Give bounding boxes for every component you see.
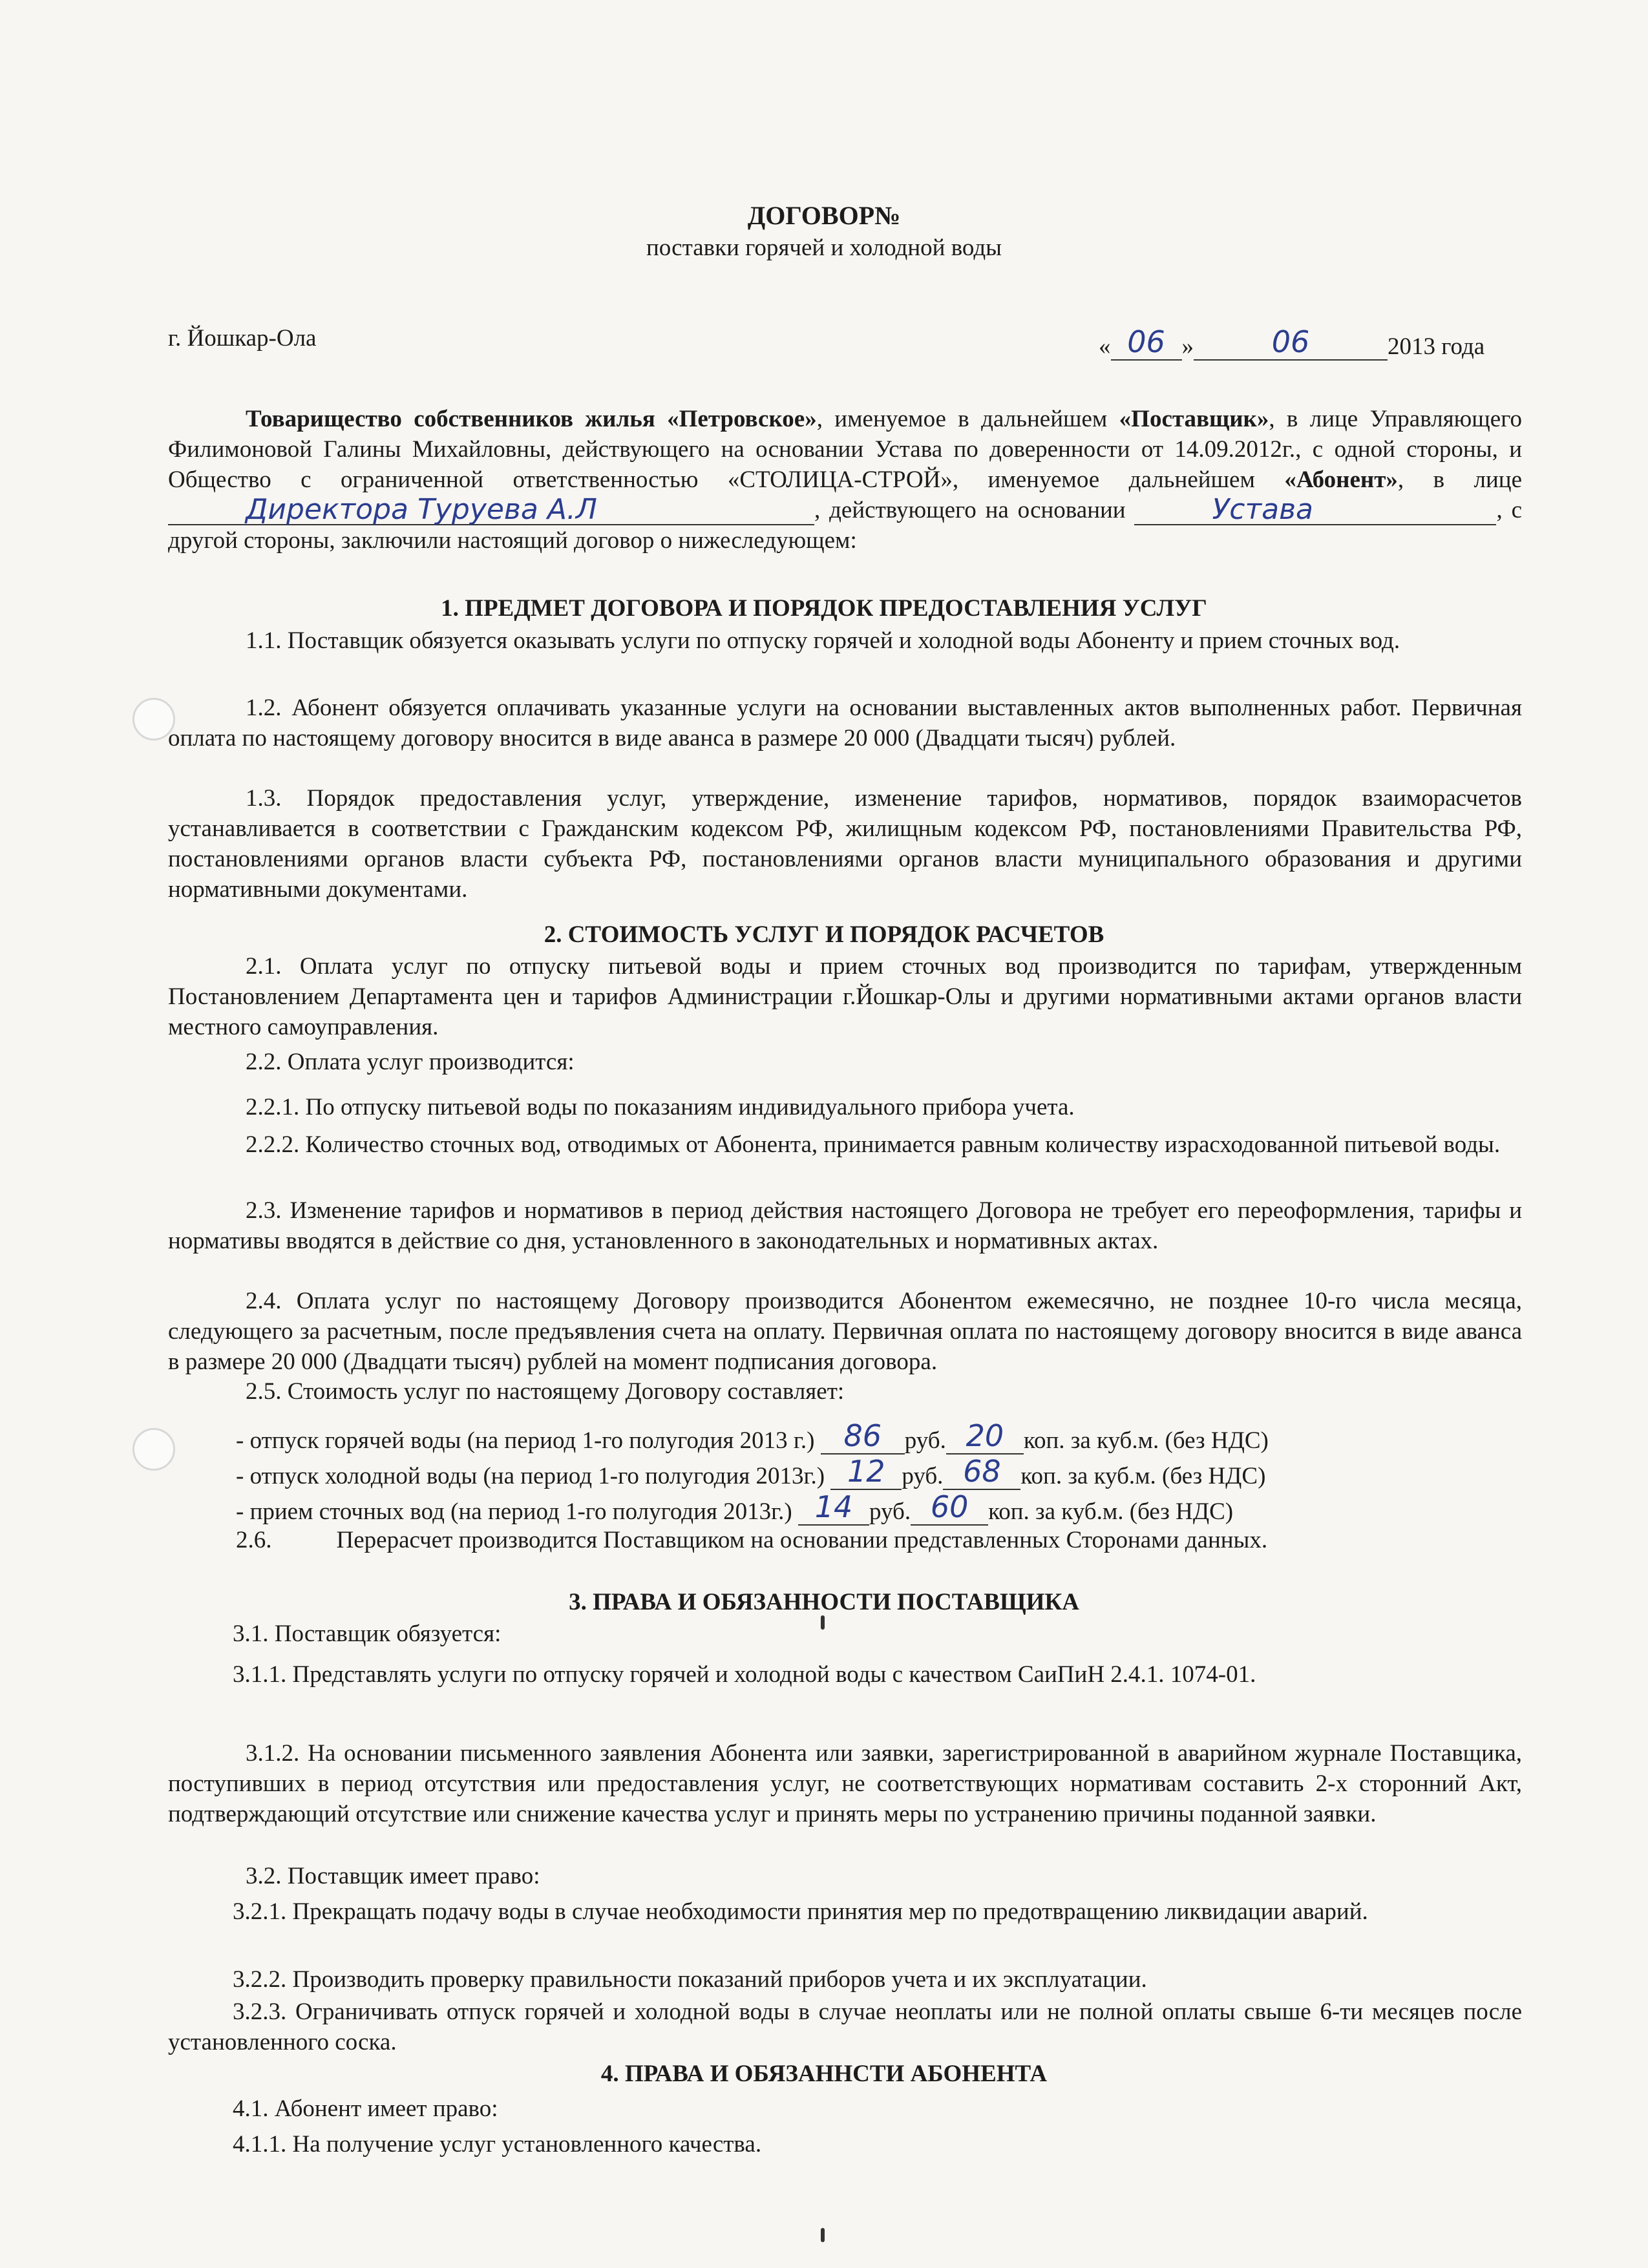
tariff-rub-value: 12	[830, 1454, 902, 1490]
preamble	[168, 404, 1522, 556]
clause-1-2: 1.2. Абонент обязуется оплачивать указанные услуги на основании выставленных актов выполненных работ. Первичная оплата по настоящему договору вносится в виде аванса в размере 20 000 (Двадцати тысяч) рублей.	[168, 695, 1522, 751]
section-4-heading: 4. ПРАВА И ОБЯЗАННСТИ АБОНЕНТА	[600, 2061, 1048, 2087]
subscriber-term: «Абонент»	[1284, 467, 1398, 493]
clause-2-1: 2.1. Оплата услуг по отпуску питьевой воды и прием сточных вод производится по тарифам, утвержденным Постановлением Департамента цен и тарифов Администрации г.Йошкар-Олы и другими нормативными актами органов власти местного самоуправления.	[168, 953, 1522, 1040]
clause-2-2-2: 2.2.2. Количество сточных вод, отводимых от Абонента, принимается равным количеству израсходованной питьевой воды.	[246, 1131, 1501, 1158]
preamble-text: , с другой стороны, заключили настоящий договор о нижеследующем:	[168, 497, 1522, 554]
clause-3-2-3: 3.2.3. Ограничивать отпуск горячей и холодной воды в случае неоплаты или не полной оплаты свыше 6-ти месяцев после установленного соска.	[168, 1999, 1522, 2055]
preamble-text: , именуемое в дальнейшем	[816, 406, 1119, 432]
clause-3-1-2: 3.1.2. На основании письменного заявления Абонента или заявки, зарегистрированной в аварийном журнале Поставщика, поступивших в период отсутствия или предоставления услуг, не соответствующих нормативам составить 2-х сторонний Акт, подтверждающий отсутствие или снижение качества услуг и принять меры по устранению причины поданной заявки.	[168, 1740, 1522, 1827]
clause-3-2-1: 3.2.1. Прекращать подачу воды в случае необходимости принятия мер по предотвращению ликвидации аварий.	[233, 1898, 1368, 1925]
clause-2-2-1: 2.2.1. По отпуску питьевой воды по показаниям индивидуального прибора учета.	[246, 1094, 1075, 1120]
supplier-name: Товарищество собственников жилья «Петровское»	[246, 406, 817, 432]
clause-2-2: 2.2. Оплата услуг производится:	[246, 1049, 575, 1075]
clause-3-1: 3.1. Поставщик обязуется:	[233, 1621, 502, 1647]
clause-1-3: 1.3. Порядок предоставления услуг, утверждение, изменение тарифов, нормативов, порядок взаиморасчетов устанавливается в соответствии с Гражданским кодексом РФ, жилищным кодексом РФ, постановлениями Правительства РФ, постановлениями органов власти субъекта РФ, постановлениями органов власти муниципального образования и другими нормативными документами.	[168, 785, 1522, 903]
handwritten-basis: Устава	[1134, 496, 1496, 525]
clause-3-2: 3.2. Поставщик имеет право:	[246, 1863, 540, 1889]
page-mark	[821, 2228, 825, 2242]
tariff-kop-word: коп. за куб.м. (без НДС)	[988, 1498, 1234, 1525]
clause-2-5: 2.5. Стоимость услуг по настоящему Договору составляет:	[246, 1378, 845, 1405]
section-3-heading: 3. ПРАВА И ОБЯЗАННОСТИ ПОСТАВЩИКА	[569, 1589, 1079, 1615]
clause-text: Перерасчет производится Поставщиком на основании представленных Сторонами данных.	[336, 1527, 1268, 1553]
clause-2-3: 2.3. Изменение тарифов и нормативов в период действия настоящего Договора не требует его переоформления, тарифы и нормативы вводятся в действие со дня, установленного в законодательных и нормативных актах.	[168, 1197, 1522, 1254]
clause-3-1-1: 3.1.1. Представлять услуги по отпуску горячей и холодной воды с качеством СаиПиН 2.4.1. 1074-01.	[233, 1661, 1256, 1688]
preamble-text: , в лице	[1397, 467, 1522, 493]
contract-subtitle: поставки горячей и холодной воды	[646, 235, 1002, 261]
tariff-kop-value: 20	[946, 1418, 1024, 1454]
tariff-kop-word: коп. за куб.м. (без НДС)	[1023, 1427, 1269, 1454]
date-day: 06	[1111, 324, 1182, 361]
clause-2-4: 2.4. Оплата услуг по настоящему Договору производится Абонентом ежемесячно, не позднее 10-го числа месяца, следующего за расчетным, после предъявления счета на оплату. Первичная оплата по настоящему договору вносится в виде аванса в размере 20 000 (Двадцати тысяч) рублей на момент подписания договора.	[168, 1288, 1522, 1375]
contract-title: ДОГОВОР№	[747, 201, 901, 230]
punch-hole	[132, 1428, 175, 1471]
tariff-rub-word: руб.	[904, 1427, 946, 1454]
clause-4-1-1: 4.1.1. На получение услуг установленного качества.	[233, 2131, 762, 2158]
supplier-term: «Поставщик»	[1119, 406, 1269, 432]
tariff-label: - прием сточных вод (на период 1-го полугодия 2013г.)	[236, 1498, 792, 1525]
tariff-label: - отпуск холодной воды (на период 1-го полугодия 2013г.)	[236, 1463, 825, 1489]
tariff-kop-value: 68	[943, 1454, 1020, 1490]
page-mark	[821, 1615, 825, 1630]
date-quote-open: «	[1099, 333, 1111, 360]
contract-date	[1099, 324, 1484, 361]
tariff-rub-word: руб.	[902, 1463, 944, 1489]
handwritten-representative: Директора Туруева А.Л	[168, 496, 814, 525]
clause-1-1: 1.1. Поставщик обязуется оказывать услуги по отпуску горячей и холодной воды Абоненту и прием сточных вод.	[246, 627, 1400, 654]
section-2-heading: 2. СТОИМОСТЬ УСЛУГ И ПОРЯДОК РАСЧЕТОВ	[544, 921, 1104, 948]
clause-4-1: 4.1. Абонент имеет право:	[233, 2095, 498, 2122]
tariff-row	[236, 1418, 1269, 1454]
clause-2-6	[236, 1526, 1267, 1554]
date-quote-close: »	[1181, 333, 1194, 360]
preamble-text: , в лице Управляющего Филимоновой Галины Михайловны, действующего на основании Устава по доверенности от 14.09.2012г., с одной стороны, и Общество с ограниченной ответственностью «СТОЛИЦА-СТРОЙ», именуемое дальнейшем	[168, 406, 1522, 493]
tariff-rub-value: 14	[798, 1489, 869, 1526]
contract-city: г. Йошкар-Ола	[168, 325, 317, 352]
preamble-text: , действующего на основании	[814, 497, 1126, 523]
date-month: 06	[1194, 324, 1388, 361]
clause-3-2-2: 3.2.2. Производить проверку правильности показаний приборов учета и их эксплуатации.	[233, 1966, 1147, 1993]
tariff-rub-word: руб.	[869, 1498, 911, 1525]
tariff-row	[236, 1489, 1233, 1526]
tariff-kop-word: коп. за куб.м. (без НДС)	[1020, 1463, 1266, 1489]
section-1-heading: 1. ПРЕДМЕТ ДОГОВОРА И ПОРЯДОК ПРЕДОСТАВЛЕНИЯ УСЛУГ	[441, 595, 1207, 622]
tariff-label: - отпуск горячей воды (на период 1-го полугодия 2013 г.)	[236, 1427, 815, 1454]
clause-number: 2.6.	[236, 1527, 272, 1553]
date-year: 2013 года	[1388, 333, 1485, 360]
tariff-rub-value: 86	[821, 1418, 905, 1454]
tariff-row	[236, 1454, 1265, 1490]
tariff-kop-value: 60	[911, 1489, 988, 1526]
